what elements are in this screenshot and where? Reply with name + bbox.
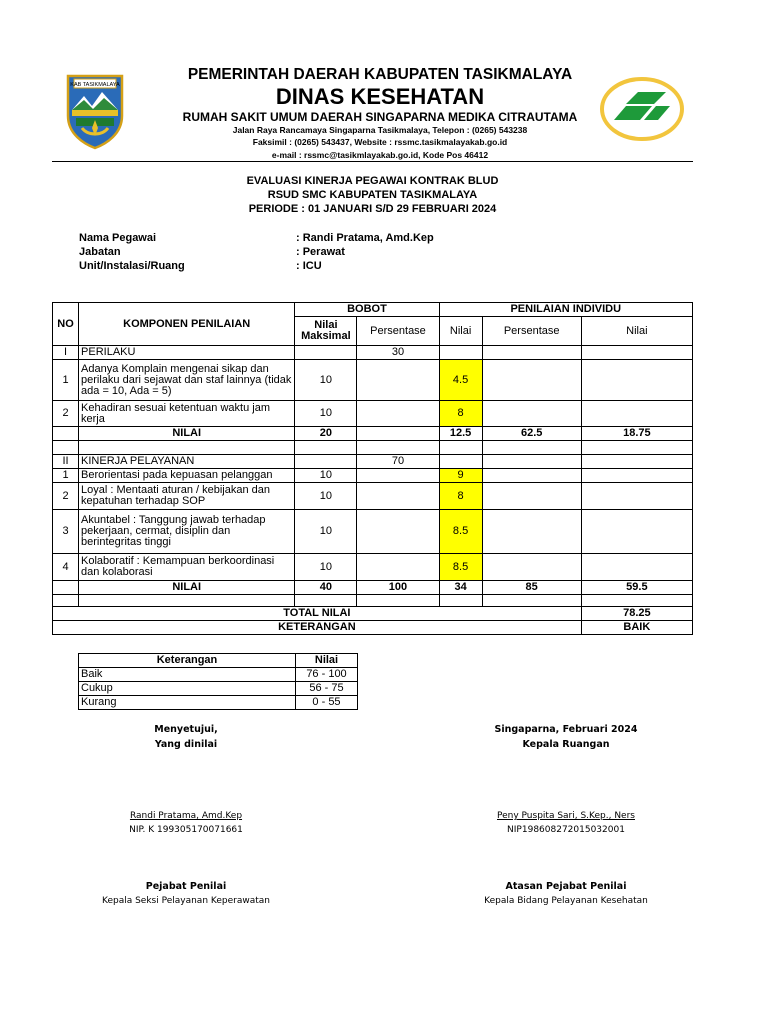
header-nilai-individu: Nilai [581, 317, 692, 346]
sig-right-title: Kepala Ruangan [522, 739, 610, 750]
subtotal-label: NILAI [79, 581, 295, 595]
section-row [53, 346, 693, 360]
keterangan-row [53, 621, 693, 635]
kabupaten-crest-logo [62, 70, 128, 150]
row-no: 1 [53, 469, 79, 483]
table-header-row [53, 303, 693, 317]
header-email: e-mail : rssmc@tasikmlayakab.go.id, Kode Pos 46412 [271, 150, 489, 160]
table-row [53, 554, 693, 581]
header-divider [52, 161, 693, 162]
sig-left-role-sub: Kepala Seksi Pelayanan Keperawatan [102, 896, 270, 906]
header-penilaian: PENILAIAN INDIVIDU [439, 303, 692, 317]
subtotal-row [53, 581, 693, 595]
employee-info [79, 231, 434, 273]
legend-row [79, 682, 358, 696]
empty-row [53, 595, 693, 607]
row-komponen: Kehadiran sesuai ketentuan waktu jam kerja [79, 401, 295, 427]
legend-nilai: 56 - 75 [296, 682, 358, 696]
section-bobot: 30 [357, 346, 439, 360]
table-row [53, 360, 693, 401]
info-row-position [79, 245, 434, 259]
row-nilai-maksimal: 10 [295, 360, 357, 401]
logo-text: KAB TASIKMALAYA [70, 82, 120, 88]
sig-left-nip: NIP. K 199305170071661 [129, 825, 243, 835]
section-no: I [53, 346, 79, 360]
section-name: PERILAKU [79, 346, 295, 360]
header-department: DINAS KESEHATAN [275, 84, 485, 109]
header-komponen: KOMPONEN PENILAIAN [79, 303, 295, 346]
row-nilai: 4.5 [439, 360, 482, 401]
sig-left-approve: Menyetujui, [154, 724, 218, 735]
info-label: Nama Pegawai [79, 232, 157, 244]
total-row [53, 607, 693, 621]
row-komponen: Berorientasi pada kepuasan pelanggan [79, 469, 295, 483]
subtotal-row [53, 427, 693, 441]
row-komponen: Adanya Komplain mengenai sikap dan perilaku dari sejawat dan staf lainnya (tidak ada = 10, Ada = 5) [79, 360, 295, 401]
sig-left-role: Pejabat Penilai [145, 881, 227, 892]
title-line1: EVALUASI KINERJA PEGAWAI KONTRAK BLUD [246, 175, 499, 187]
sig-right-place-date: Singaparna, Februari 2024 [494, 724, 638, 735]
row-nilai: 8 [439, 401, 482, 427]
row-nilai-maksimal: 10 [295, 469, 357, 483]
row-nilai: 8.5 [439, 554, 482, 581]
legend-keterangan: Cukup [79, 682, 296, 696]
subtotal-persentase: 62.5 [482, 427, 581, 441]
subtotal-persentase: 85 [482, 581, 581, 595]
empty-row [53, 441, 693, 455]
section-bobot: 70 [357, 455, 439, 469]
header-persentase: Persentase [357, 317, 439, 346]
row-nilai-maksimal: 10 [295, 483, 357, 510]
header-address: Jalan Raya Rancamaya Singaparna Tasikmalaya, Telepon : (0265) 543238 [232, 125, 528, 135]
section-no: II [53, 455, 79, 469]
header-nilai: Nilai [439, 317, 482, 346]
table-row [53, 510, 693, 554]
subtotal-hasil: 59.5 [581, 581, 692, 595]
header-fax: Faksimil : (0265) 543437, Website : rssmc.tasikmalayakab.go.id [252, 137, 508, 147]
row-no: 2 [53, 401, 79, 427]
evaluation-table [52, 302, 693, 635]
legend-nilai: 0 - 55 [296, 696, 358, 710]
legend-keterangan: Baik [79, 668, 296, 682]
section-row [53, 455, 693, 469]
subtotal-nilai: 12.5 [439, 427, 482, 441]
row-komponen: Kolaboratif : Kemampuan berkoordinasi dan kolaborasi [79, 554, 295, 581]
info-row-name [79, 231, 434, 245]
info-label: Unit/Instalasi/Ruang [79, 260, 185, 272]
row-nilai: 8 [439, 483, 482, 510]
header-bobot: BOBOT [295, 303, 439, 317]
sig-right-role-sub: Kepala Bidang Pelayanan Kesehatan [484, 896, 648, 906]
keterangan-label: KETERANGAN [53, 621, 582, 635]
section-name: KINERJA PELAYANAN [79, 455, 295, 469]
row-komponen: Akuntabel : Tanggung jawab terhadap pekerjaan, cermat, disiplin dan berintegritas tinggi [79, 510, 295, 554]
header-nilai-maksimal: Nilai Maksimal [295, 317, 357, 346]
sig-right-nip: NIP198608272015032001 [507, 825, 625, 835]
info-row-unit [79, 259, 434, 273]
legend-header-nilai: Nilai [296, 654, 358, 668]
row-nilai-maksimal: 10 [295, 510, 357, 554]
subtotal-maks: 40 [295, 581, 357, 595]
subtotal-hasil: 18.75 [581, 427, 692, 441]
header-government: PEMERINTAH DAERAH KABUPATEN TASIKMALAYA [187, 66, 573, 83]
header-no: NO [53, 303, 79, 346]
info-value: : Randi Pratama, Amd.Kep [296, 232, 434, 244]
header-persentase-individu: Persentase [482, 317, 581, 346]
row-komponen: Loyal : Mentaati aturan / kebijakan dan kepatuhan terhadap SOP [79, 483, 295, 510]
sig-right-name: Peny Puspita Sari, S.Kep., Ners [497, 811, 635, 821]
title-line3: PERIODE : 01 JANUARI S/D 29 FEBRUARI 2024 [248, 203, 497, 215]
legend-row [79, 668, 358, 682]
total-value: 78.25 [581, 607, 692, 621]
sig-left-name: Randi Pratama, Amd.Kep [129, 811, 243, 821]
row-no: 3 [53, 510, 79, 554]
keterangan-value: BAIK [581, 621, 692, 635]
legend-nilai: 76 - 100 [296, 668, 358, 682]
subtotal-label: NILAI [79, 427, 295, 441]
legend-row [79, 696, 358, 710]
info-label: Jabatan [79, 246, 121, 258]
table-row [53, 401, 693, 427]
title-line2: RSUD SMC KABUPATEN TASIKMALAYA [267, 189, 478, 201]
row-nilai-maksimal: 10 [295, 401, 357, 427]
row-nilai-maksimal: 10 [295, 554, 357, 581]
sig-left-evaluated: Yang dinilai [154, 739, 218, 750]
row-no: 1 [53, 360, 79, 401]
row-nilai: 8.5 [439, 510, 482, 554]
legend-table [78, 653, 358, 710]
subtotal-maks: 20 [295, 427, 357, 441]
subtotal-bobot: 100 [357, 581, 439, 595]
legend-header-row [79, 654, 358, 668]
table-row [53, 469, 693, 483]
row-no: 4 [53, 554, 79, 581]
info-value: : ICU [296, 260, 322, 272]
table-row [53, 483, 693, 510]
info-value: : Perawat [296, 246, 345, 258]
row-nilai: 9 [439, 469, 482, 483]
sig-right-role: Atasan Pejabat Penilai [505, 881, 627, 892]
row-no: 2 [53, 483, 79, 510]
legend-header-keterangan: Keterangan [79, 654, 296, 668]
header-hospital: RUMAH SAKIT UMUM DAERAH SINGAPARNA MEDIKA CITRAUTAMA [182, 110, 578, 124]
total-label: TOTAL NILAI [53, 607, 582, 621]
subtotal-nilai: 34 [439, 581, 482, 595]
legend-keterangan: Kurang [79, 696, 296, 710]
